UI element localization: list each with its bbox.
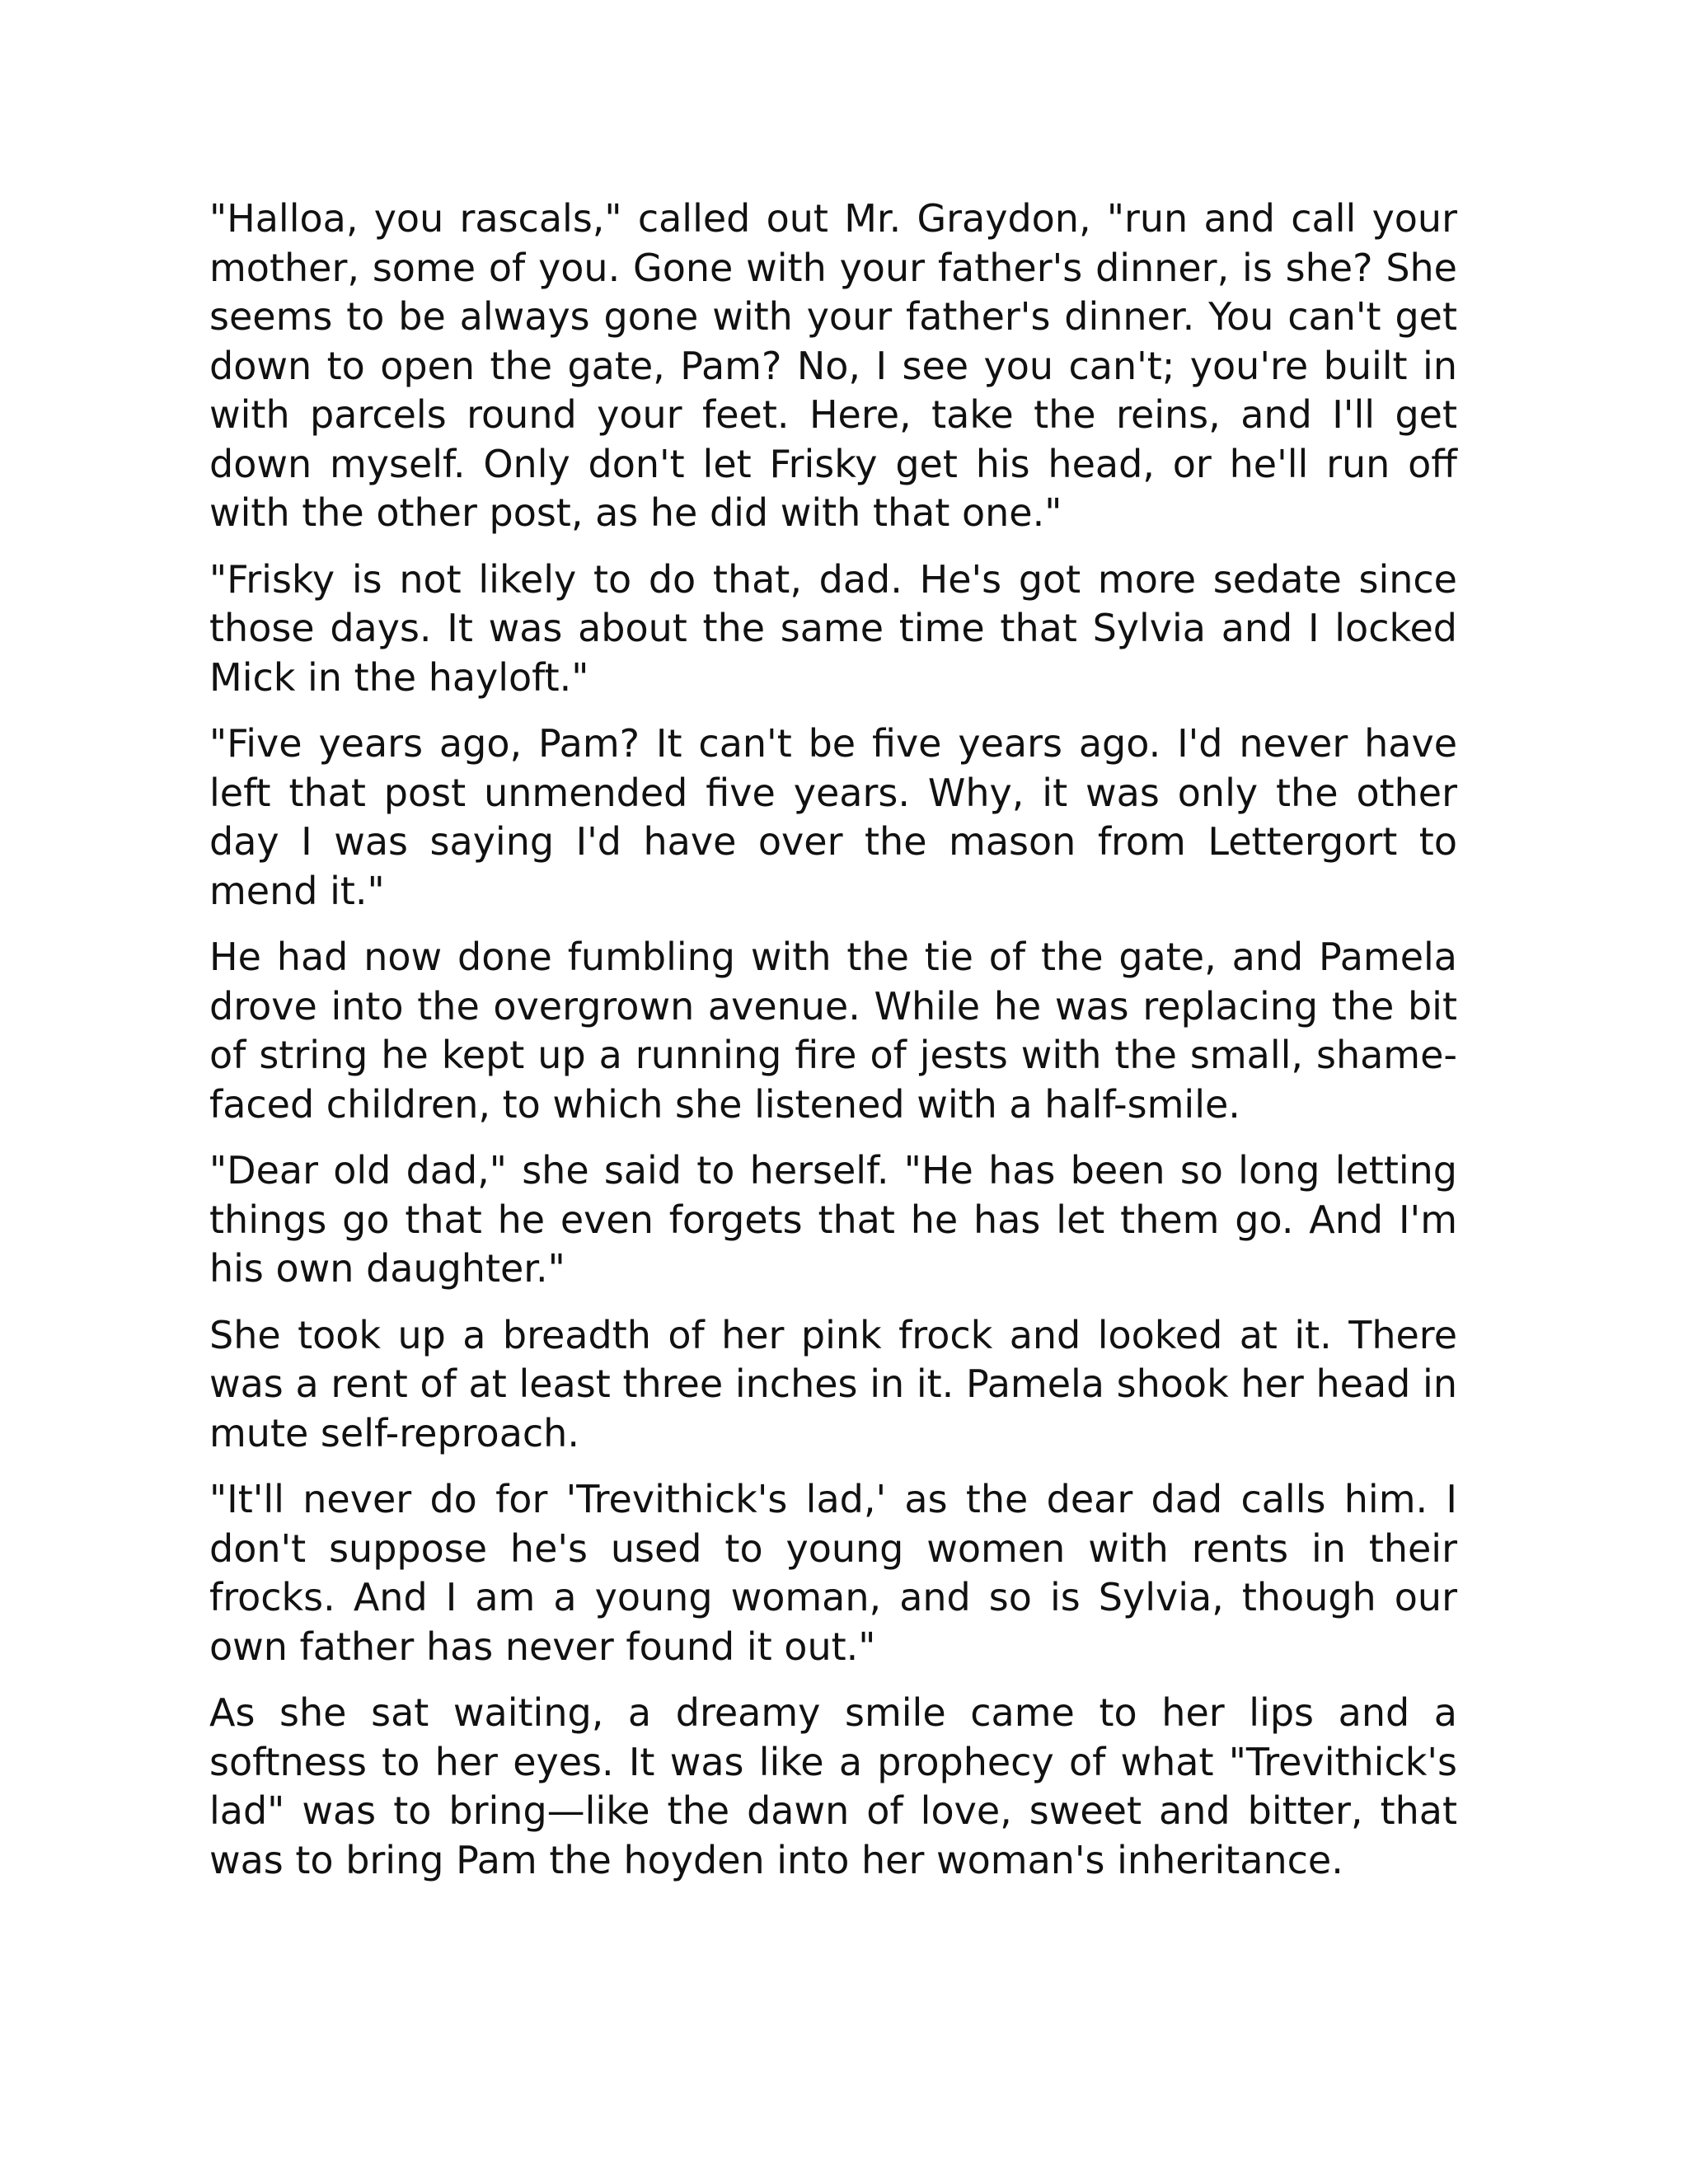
paragraph: "Five years ago, Pam? It can't be five years ago. I'd never have left that post unmended five years. Why, it was only the other day I was saying I'd have over the mason from Lettergort to mend it." <box>209 721 1457 913</box>
paragraph: As she sat waiting, a dreamy smile came to her lips and a softness to her eyes. It was like a prophecy of what "Trevithick's lad" was to bring—like the dawn of love, sweet and bitter, that was to bring Pam the hoyden into her woman's inheritance. <box>209 1690 1457 1882</box>
paragraph: He had now done fumbling with the tie of the gate, and Pamela drove into the overgrown avenue. While he was replacing the bit of string he kept up a running fire of jests with the small, shame-faced children, to which she listened with a half-smile. <box>209 935 1457 1127</box>
paragraph: She took up a breadth of her pink frock and looked at it. There was a rent of at least three inches in it. Pamela shook her head in mute self-reproach. <box>209 1312 1457 1455</box>
body-text <box>209 194 1457 1902</box>
paragraph: "Halloa, you rascals," called out Mr. Graydon, "run and call your mother, some of you. Gone with your father's dinner, is she? She seems to be always gone with your father's dinner. You can't get down to open the gate, Pam? No, I see you can't; you're built in with parcels round your feet. Here, take the reins, and I'll get down myself. Only don't let Frisky get his head, or he'll run off with the other post, as he did with that one." <box>209 196 1457 535</box>
paragraph: "Frisky is not likely to do that, dad. He's got more sedate since those days. It was about the same time that Sylvia and I locked Mick in the hayloft." <box>209 556 1457 700</box>
paragraph: "It'll never do for 'Trevithick's lad,' as the dear dad calls him. I don't suppose he's used to young women with rents in their frocks. And I am a young woman, and so is Sylvia, though our own father has never found it out." <box>209 1477 1457 1669</box>
paragraph: "Dear old dad," she said to herself. "He has been so long letting things go that he even forgets that he has let them go. And I'm his own daughter." <box>209 1148 1457 1291</box>
